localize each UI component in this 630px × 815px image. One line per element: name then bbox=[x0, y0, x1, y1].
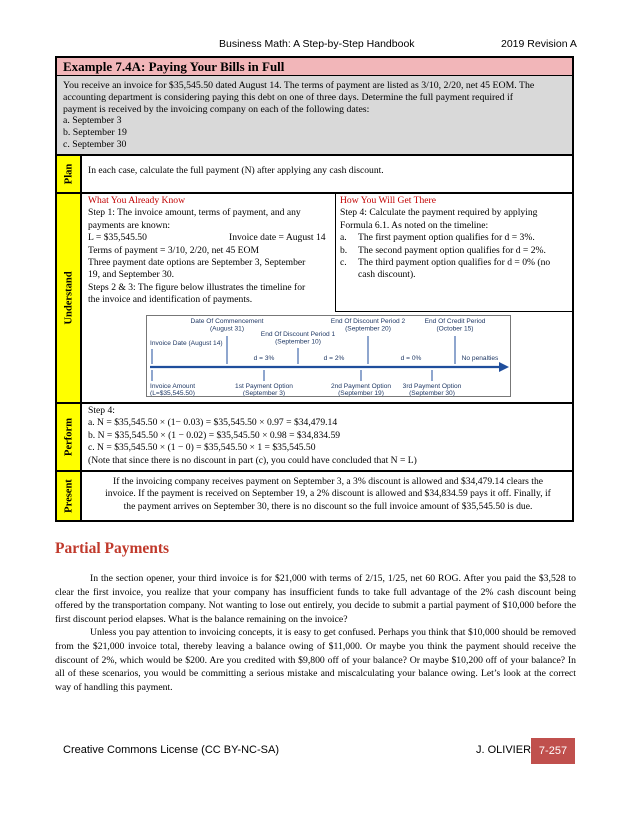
top-label-2: End Of Discount Period 1 bbox=[260, 331, 336, 338]
get-item: a. The first payment option qualifies for d = 3%. bbox=[340, 232, 535, 244]
discount-label: d = 2% bbox=[323, 355, 345, 362]
top-label-1: Date Of Commencement bbox=[190, 318, 264, 325]
top-label-4-date: (October 15) bbox=[436, 325, 474, 333]
divider bbox=[57, 402, 572, 404]
bottom-label-1-amount: (L=$35,545.50) bbox=[150, 390, 195, 396]
know-line: Step 1: The invoice amount, terms of payment, and any bbox=[88, 207, 301, 219]
column-divider-bottom bbox=[335, 311, 572, 312]
question-line: c. September 30 bbox=[63, 138, 127, 150]
question-line: accounting department is considering paying this debt on one of three days. Determine the full payment required if bbox=[63, 91, 513, 103]
know-line: L = $35,545.50 bbox=[88, 232, 147, 244]
perform-line: a. N = $35,545.50 × (1− 0.03) = $35,545.50 × 0.97 = $34,479.14 bbox=[88, 417, 338, 429]
discount-label: d = 3% bbox=[253, 355, 275, 362]
bottom-label-4: 3rd Payment Option bbox=[402, 383, 462, 390]
top-label-3-date: (September 20) bbox=[345, 325, 391, 333]
section-body bbox=[55, 572, 576, 694]
know-line: 19, and September 30. bbox=[88, 269, 175, 281]
plan-label: Plan bbox=[57, 156, 82, 192]
column-divider bbox=[335, 194, 336, 311]
question-line: You receive an invoice for $35,545.50 dated August 14. The terms of payment are listed as 3/10, 2/20, net 45 EOM. The bbox=[63, 80, 535, 91]
get-heading: How You Will Get There bbox=[340, 195, 436, 206]
divider bbox=[57, 192, 572, 194]
header-title: Business Math: A Step-by-Step Handbook bbox=[219, 38, 415, 50]
discount-label: No penalties bbox=[461, 355, 499, 362]
present-label: Present bbox=[57, 472, 82, 520]
section-title: Partial Payments bbox=[55, 540, 170, 557]
top-label-1-date: (August 31) bbox=[209, 325, 245, 333]
know-column bbox=[88, 195, 332, 307]
invoice-date-label: Invoice Date (August 14) bbox=[150, 340, 223, 347]
timeline-svg bbox=[147, 316, 510, 396]
footer-license: Creative Commons License (CC BY-NC-SA) bbox=[63, 744, 279, 756]
divider bbox=[57, 470, 572, 472]
know-line: Steps 2 & 3: The figure below illustrates the timeline for bbox=[88, 281, 306, 293]
bottom-label-2-date: (September 3) bbox=[242, 390, 286, 396]
example-box bbox=[55, 56, 574, 522]
page-number: 7-257 bbox=[531, 738, 575, 764]
question-line: b. September 19 bbox=[63, 127, 127, 139]
perform-line: b. N = $35,545.50 × (1 − 0.02) = $35,545.50 × 0.98 = $34,834.59 bbox=[88, 429, 341, 441]
question-line: a. September 3 bbox=[63, 115, 122, 127]
header-revision: 2019 Revision A bbox=[501, 38, 577, 50]
get-line: Step 4: Calculate the payment required by applying bbox=[340, 207, 538, 219]
present-line: If the invoicing company receives payment on September 3, a 3% discount is allowed and $34,479.14 clears the bbox=[113, 476, 543, 487]
top-label-3: End Of Discount Period 2 bbox=[330, 318, 406, 325]
get-item: cash discount). bbox=[358, 269, 416, 281]
paragraph: In the section opener, your third invoice is for $21,000 with terms of 2/15, 1/25, net 60 ROG. After you paid the $3,528 to clear the first invoice, you realize that your company has insufficient funds to take full advantage of the 2% cash discount being offered by the transportation company. Not wanting to lose out entirely, you decide to submit a partial payment of $10,000 before the first discount period elapses. What is the balance remaining on the invoice? bbox=[55, 573, 576, 625]
paragraph: Unless you pay attention to invoicing concepts, it is easy to get confused. Perhaps you think that $10,000 should be removed from the $21,000 invoice total, thereby leaving a balance owing of $11,000. Or maybe you think the payment should receive the discount of 2%, which would be $200. Are you credited with $9,800 off of your balance? Or maybe $10,200 off of your balance? In all of these scenarios, you would be committing a serious mistake and miscalculating your balance owing. Let’s look at the correct way of handling this payment. bbox=[55, 627, 576, 693]
understand-label: Understand bbox=[57, 194, 82, 402]
perform-text bbox=[88, 405, 568, 467]
know-line: payments are known: bbox=[88, 219, 171, 231]
perform-line: Step 4: bbox=[88, 405, 115, 416]
discount-label: d = 0% bbox=[400, 355, 422, 362]
present-line: invoice. If the payment is received on September 19, a 2% discount is allowed and $34,834.59 pays it off. Finally, if bbox=[105, 488, 551, 500]
know-line: Three payment date options are September 3, September bbox=[88, 257, 306, 269]
know-line: the invoice and identification of payments. bbox=[88, 294, 253, 306]
bottom-label-2: 1st Payment Option bbox=[235, 383, 293, 390]
bottom-label-3: 2nd Payment Option bbox=[330, 383, 392, 390]
get-item: b. The second payment option qualifies for d = 2%. bbox=[340, 244, 546, 256]
bottom-label-1: Invoice Amount bbox=[150, 383, 196, 390]
get-item: c. The third payment option qualifies for d = 0% (no bbox=[340, 257, 551, 269]
know-heading: What You Already Know bbox=[88, 195, 185, 206]
example-question bbox=[57, 76, 572, 156]
present-line: the payment arrives on September 30, there is no discount so the full invoice amount of $35,545.50 is due. bbox=[123, 500, 533, 512]
know-line: Terms of payment = 3/10, 2/20, net 45 EOM bbox=[88, 244, 260, 256]
perform-line: c. N = $35,545.50 × (1 − 0) = $35,545.50 × 1 = $35,545.50 bbox=[88, 442, 316, 454]
perform-line: (Note that since there is no discount in part (c), you could have concluded that N = L) bbox=[88, 454, 417, 466]
perform-label: Perform bbox=[57, 404, 82, 470]
top-label-4: End Of Credit Period bbox=[424, 318, 486, 325]
timeline-arrowhead bbox=[499, 362, 509, 372]
timeline-figure bbox=[146, 315, 511, 397]
know-line: Invoice date = August 14 bbox=[229, 232, 326, 244]
bottom-label-4-date: (September 30) bbox=[409, 390, 455, 396]
question-line: payment is received by the invoicing company on each of the following dates: bbox=[63, 103, 370, 115]
bottom-label-3-date: (September 19) bbox=[338, 390, 384, 396]
present-text bbox=[88, 476, 568, 513]
get-column bbox=[340, 195, 568, 282]
footer-author: J. OLIVIER bbox=[476, 744, 532, 756]
example-title: Example 7.4A: Paying Your Bills in Full bbox=[57, 58, 572, 76]
get-line: Formula 6.1. As noted on the timeline: bbox=[340, 219, 489, 231]
top-label-2-date: (September 10) bbox=[275, 338, 321, 346]
plan-text: In each case, calculate the full payment (N) after applying any cash discount. bbox=[88, 165, 384, 176]
